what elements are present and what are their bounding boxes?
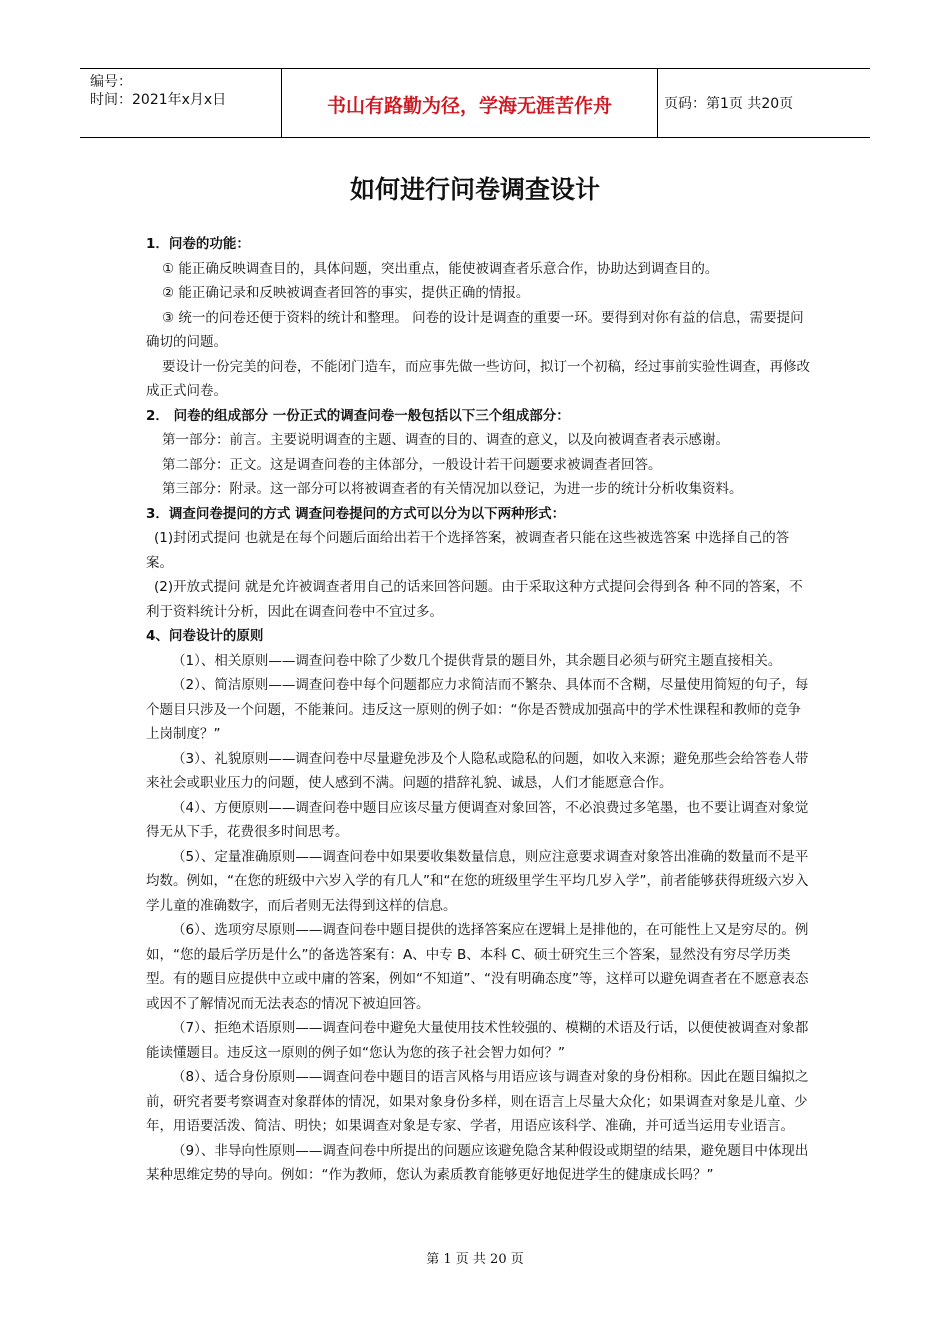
paragraph: （3）、礼貌原则——调查问卷中尽量避免涉及个人隐私或隐私的问题，如收入来源；避免那些会给答卷人带来社会或职业压力的问题，使人感到不满。问题的措辞礼貌、诚恳，人们才能愿意合作。 [146,750,809,791]
motto: 书山有路勤为径，学海无涯苦作舟 [326,95,612,117]
page-info: 页码：第1页 共20页 [664,96,794,112]
paragraph: （2）、简洁原则——调查问卷中每个问题都应力求简洁而不繁杂、具体而不含糊，尽量使用简短的句子，每个题目只涉及一个问题，不能兼问。违反这一原则的例子如：“你是否赞成加强高中的学术性课程和教师的竞争上岗制度？” [146,677,809,742]
paragraph: （5）、定量准确原则——调查问卷中如果要收集数量信息，则应注意要求调查对象答出准确的数量而不是平均数。例如，“在您的班级中六岁入学的有几人”和“在您的班级里学生平均几岁入学”，前者能够获得班级六岁入学儿童的准确数字，而后者则无法得到这样的信息。 [146,848,809,914]
section-heading: 3．调查问卷提问的方式 调查问卷提问的方式可以分为以下两种形式： [146,505,566,522]
paragraph: （6）、选项穷尽原则——调查问卷中题目提供的选择答案应在逻辑上是排他的，在可能性上又是穷尽的。例如，“您的最后学历是什么”的备选答案有：A、中专 B、本科 C、硕士研究生三个答案，显然没有穷尽学历类型。有的题目应提供中立或中庸的答案，例如“不知道”、“没有明确态度”等，这样可以避免调查者在不愿意表态或因不了解情况而无法表态的情况下被迫回答。 [146,922,809,1012]
paragraph: （4）、方便原则——调查问卷中题目应该尽量方便调查对象回答，不必浪费过多笔墨，也不要让调查对象觉得无从下手，花费很多时间思考。 [146,799,809,840]
paragraph: （1）、相关原则——调查问卷中除了少数几个提供背景的题目外，其余题目必须与研究主题直接相关。 [172,652,782,669]
paragraph: 第一部分：前言。主要说明调查的主题、调查的目的、调查的意义，以及向被调查者表示感谢。 [162,432,729,448]
paragraph: （9）、非导向性原则——调查问卷中所提出的问题应该避免隐含某种假设或期望的结果，避免题目中体现出某种思维定势的导向。例如：“作为教师，您认为素质教育能够更好地促进学生的健康成长吗？” [146,1142,809,1183]
paragraph: ① 能正确反映调查目的，具体问题，突出重点，能使被调查者乐意合作，协助达到调查目的。 [162,260,719,277]
paragraph: (1)封闭式提问 也就是在每个问题后面给出若干个选择答案，被调查者只能在这些被选答案 中选择自己的答案。 [146,530,790,571]
paragraph: 要设计一份完美的问卷，不能闭门造车，而应事先做一些访问，拟订一个初稿，经过事前实验性调查，再修改成正式问卷。 [146,358,810,399]
section-heading: 4、问卷设计的原则 [146,628,264,644]
paragraph: （7）、拒绝术语原则——调查问卷中避免大量使用技术性较强的、模糊的术语及行话，以便使被调查对象都能读懂题目。违反这一原则的例子如“您认为您的孩子社会智力如何？” [146,1020,809,1061]
paragraph: (2)开放式提问 就是允许被调查者用自己的话来回答问题。由于采取这种方式提问会得到各 种不同的答案，不利于资料统计分析，因此在调查问卷中不宜过多。 [146,579,803,620]
header-motto-cell [282,69,658,137]
paragraph: 第三部分：附录。这一部分可以将被调查者的有关情况加以登记，为进一步的统计分析收集资料。 [162,481,743,497]
page-header [80,68,870,138]
header-page-cell [658,69,870,137]
document-date: 时间：2021年x月x日 [90,92,227,108]
paragraph: 第二部分：正文。这是调查问卷的主体部分，一般设计若干问题要求被调查者回答。 [162,456,662,473]
paragraph: ③ 统一的问卷还便于资料的统计和整理。 问卷的设计是调查的重要一环。要得到对你有益的信息，需要提问确切的问题。 [146,309,804,350]
document-number: 编号： [90,74,132,90]
section-heading: 1．问卷的功能： [146,236,250,252]
paragraph: ② 能正确记录和反映被调查者回答的事实，提供正确的情报。 [162,285,530,301]
header-meta-cell [80,69,282,137]
paragraph: （8）、适合身份原则——调查问卷中题目的语言风格与用语应该与调查对象的身份相称。因此在题目编拟之前，研究者要考察调查对象群体的情况，如果对象身份多样，则在语言上尽量大众化；如果调查对象是儿童、少年，用语要活泼、简洁、明快；如果调查对象是专家、学者，用语应该科学、准确，并可适当运用专业语言。 [146,1069,809,1134]
section-heading: 2． 问卷的组成部分 一份正式的调查问卷一般包括以下三个组成部分： [146,407,570,424]
page-footer: 第 1 页 共 20 页 [426,1252,524,1267]
document-body [146,232,810,1188]
document-title: 如何进行问卷调查设计 [349,175,600,204]
